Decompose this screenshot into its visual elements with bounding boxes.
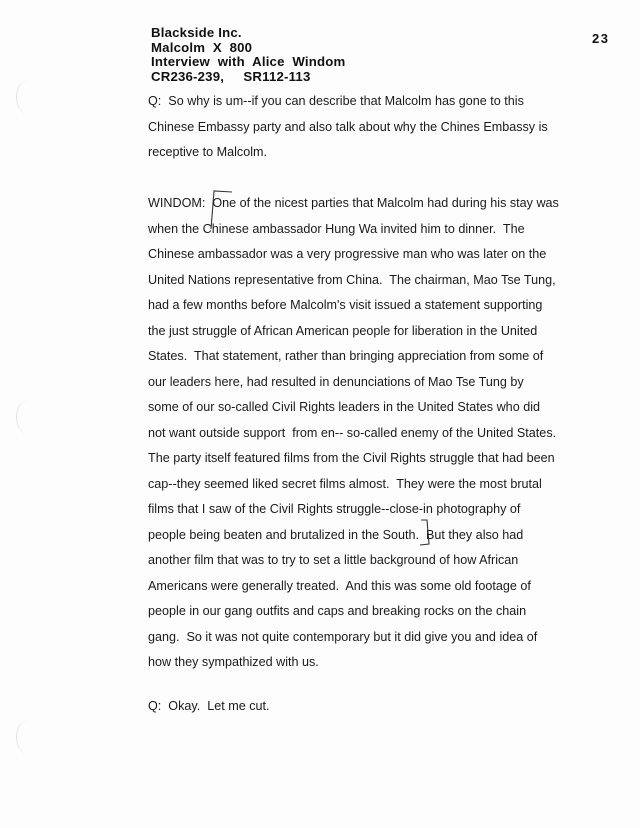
text-line: Q: Okay. Let me cut. [148, 699, 270, 713]
text-line: people in our gang outfits and caps and breaking rocks on the chain [148, 604, 527, 618]
punch-hole-bottom [16, 720, 41, 754]
text-line: Q: So why is um--if you can describe that Malcolm has gone to this [148, 94, 524, 108]
text-line: Chinese Embassy party and also talk about why the Chines Embassy is [148, 119, 548, 134]
text-line: films that I saw of the Civil Rights struggle--close-in photography of [148, 502, 521, 516]
text-line: States. That statement, rather than bringing appreciation from some of [148, 349, 544, 363]
header-interview-title: Interview with Alice Windom [151, 54, 346, 70]
question-paragraph-2 [148, 694, 578, 720]
text-line: cap--they seemed liked secret films almost. They were the most brutal [148, 476, 542, 491]
page-number: 23 [592, 31, 610, 46]
header-project: Malcolm X 800 [151, 39, 253, 55]
text-line: some of our so-called Civil Rights leaders in the United States who did [148, 400, 540, 414]
question-paragraph-1 [148, 89, 578, 166]
header-organization: Blackside Inc. [151, 25, 242, 40]
text-line: gang. So it was not quite contemporary but it did give you and idea of [148, 629, 538, 644]
text-line: not want outside support from en-- so-called enemy of the United States. [148, 425, 557, 440]
text-line: receptive to Malcolm. [148, 145, 267, 159]
punch-hole-top [16, 80, 41, 114]
document-header [151, 26, 345, 84]
text-line: the just struggle of African American people for liberation in the United [148, 323, 538, 338]
text-line: another film that was to try to set a little background of how African [148, 553, 519, 567]
text-line: our leaders here, had resulted in denunciations of Mao Tse Tung by [148, 374, 524, 389]
text-line: how they sympathized with us. [148, 655, 319, 669]
text-line: United Nations representative from China. The chairman, Mao Tse Tung, [148, 272, 556, 287]
text-line: Americans were generally treated. And this was some old footage of [148, 578, 531, 593]
header-roll-numbers: CR236-239, SR112-113 [151, 68, 311, 84]
text-line: The party itself featured films from the Civil Rights struggle that had been [148, 451, 555, 465]
text-line: Chinese ambassador was a very progressive man who was later on the [148, 247, 547, 261]
punch-hole-middle [16, 400, 41, 434]
text-line: when the Chinese ambassador Hung Wa invited him to dinner. The [148, 221, 525, 236]
text-line: had a few months before Malcolm's visit issued a statement supporting [148, 298, 543, 312]
answer-paragraph [148, 191, 578, 676]
text-line: WINDOM: One of the nicest parties that Malcolm had during his stay was [148, 196, 559, 210]
text-line: people being beaten and brutalized in the South. But they also had [148, 527, 524, 542]
